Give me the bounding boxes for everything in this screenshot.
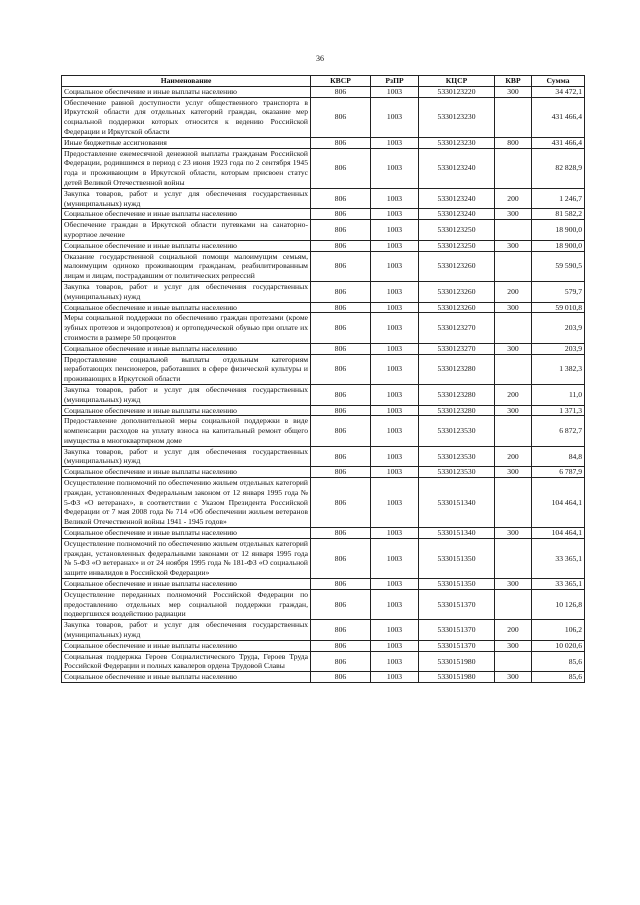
cell-kvsr: 806 [311,313,371,343]
cell-sum: 10 126,8 [532,589,585,619]
cell-sum: 85,6 [532,651,585,672]
cell-name: Иные бюджетные ассигнования [62,137,311,148]
cell-sum: 1 371,3 [532,405,585,416]
table-row [62,528,585,539]
cell-sum: 6 787,9 [532,467,585,478]
table-row [62,640,585,651]
cell-name: Социальное обеспечение и иные выплаты населению [62,672,311,683]
cell-kvr [495,313,532,343]
cell-rzpr: 1003 [371,640,419,651]
cell-name: Закупка товаров, работ и услуг для обеспечения государственных (муниципальных) нужд [62,446,311,467]
cell-kvsr: 806 [311,579,371,590]
cell-sum: 34 472,1 [532,86,585,97]
cell-rzpr: 1003 [371,416,419,446]
cell-sum: 1 382,3 [532,354,585,384]
cell-kvsr: 806 [311,384,371,405]
cell-name: Оказание государственной социальной помощи малоимущим семьям, малоимущим одиноко проживающим гражданам, реабилитированным лицам и лицам, пострадавшим от политических репрессий [62,251,311,281]
cell-name: Предоставление дополнительной меры социальной поддержки в виде компенсации расходов на уплату взноса на капитальный ремонт общего имущества в многоквартирном доме [62,416,311,446]
cell-sum: 1 246,7 [532,188,585,209]
cell-rzpr: 1003 [371,188,419,209]
cell-kvr [495,354,532,384]
cell-rzpr: 1003 [371,620,419,641]
table-row [62,188,585,209]
cell-kvr: 300 [495,405,532,416]
cell-kvsr: 806 [311,467,371,478]
cell-kvsr: 806 [311,446,371,467]
cell-kvr: 300 [495,240,532,251]
cell-kcsr: 5330123260 [419,302,495,313]
cell-kvsr: 806 [311,343,371,354]
table-row [62,405,585,416]
cell-kvr [495,220,532,241]
cell-kcsr: 5330123530 [419,467,495,478]
cell-kvsr: 806 [311,251,371,281]
cell-kcsr: 5330123250 [419,240,495,251]
table-row [62,251,585,281]
cell-kcsr: 5330123230 [419,137,495,148]
cell-rzpr: 1003 [371,651,419,672]
cell-kcsr: 5330123270 [419,343,495,354]
cell-kvr: 200 [495,281,532,302]
cell-sum: 579,7 [532,281,585,302]
cell-kcsr: 5330123260 [419,281,495,302]
cell-rzpr: 1003 [371,281,419,302]
table-row [62,384,585,405]
cell-name: Закупка товаров, работ и услуг для обеспечения государственных (муниципальных) нужд [62,620,311,641]
cell-name: Социальное обеспечение и иные выплаты населению [62,405,311,416]
cell-kvsr: 806 [311,240,371,251]
cell-kvr: 200 [495,384,532,405]
table-row [62,137,585,148]
cell-kvr [495,538,532,578]
cell-kcsr: 5330151370 [419,640,495,651]
cell-kvr [495,416,532,446]
cell-kvsr: 806 [311,148,371,188]
cell-name: Социальное обеспечение и иные выплаты населению [62,209,311,220]
cell-sum: 6 872,7 [532,416,585,446]
cell-kcsr: 5330123280 [419,405,495,416]
cell-kcsr: 5330123240 [419,209,495,220]
cell-kcsr: 5330123230 [419,97,495,137]
table-row [62,86,585,97]
cell-kvr: 200 [495,446,532,467]
cell-kcsr: 5330151350 [419,538,495,578]
cell-kvr: 300 [495,528,532,539]
table-row [62,220,585,241]
table-row [62,672,585,683]
page-number: 36 [316,54,324,63]
cell-name: Предоставление социальной выплаты отдельным категориям неработающих пенсионеров, работавших в сфере физической культуры и проживающих в Иркутской области [62,354,311,384]
cell-name: Меры социальной поддержки по обеспечению граждан протезами (кроме зубных протезов и эндопротезов) и ортопедической обувью при оплате их стоимости в размере 50 процентов [62,313,311,343]
cell-kcsr: 5330151370 [419,589,495,619]
cell-sum: 59 010,8 [532,302,585,313]
cell-sum: 10 020,6 [532,640,585,651]
header-kcsr: КЦСР [419,76,495,87]
cell-sum: 431 466,4 [532,137,585,148]
cell-kcsr: 5330151340 [419,478,495,528]
cell-rzpr: 1003 [371,220,419,241]
cell-sum: 104 464,1 [532,528,585,539]
cell-kvsr: 806 [311,405,371,416]
header-sum: Сумма [532,76,585,87]
cell-kvsr: 806 [311,209,371,220]
cell-rzpr: 1003 [371,313,419,343]
cell-kcsr: 5330123280 [419,354,495,384]
cell-rzpr: 1003 [371,579,419,590]
cell-name: Социальная поддержка Героев Социалистического Труда, Героев Труда Российской Федерации и полных кавалеров ордена Трудовой Славы [62,651,311,672]
cell-kvsr: 806 [311,416,371,446]
cell-kvr: 200 [495,188,532,209]
header-kvsr: КВСР [311,76,371,87]
cell-kcsr: 5330151980 [419,672,495,683]
table-row [62,240,585,251]
cell-name: Социальное обеспечение и иные выплаты населению [62,528,311,539]
cell-kvr: 300 [495,640,532,651]
cell-rzpr: 1003 [371,672,419,683]
cell-rzpr: 1003 [371,528,419,539]
header-rzpr: РзПР [371,76,419,87]
cell-sum: 203,9 [532,343,585,354]
cell-name: Закупка товаров, работ и услуг для обеспечения государственных (муниципальных) нужд [62,384,311,405]
table-row [62,97,585,137]
budget-table [61,75,585,683]
cell-kcsr: 5330123530 [419,446,495,467]
cell-rzpr: 1003 [371,405,419,416]
cell-kvr: 300 [495,343,532,354]
cell-kvr: 300 [495,209,532,220]
table-row [62,538,585,578]
cell-kcsr: 5330123220 [419,86,495,97]
cell-rzpr: 1003 [371,209,419,220]
cell-sum: 104 464,1 [532,478,585,528]
cell-kvsr: 806 [311,640,371,651]
cell-rzpr: 1003 [371,97,419,137]
cell-kvsr: 806 [311,672,371,683]
cell-kvsr: 806 [311,538,371,578]
cell-name: Социальное обеспечение и иные выплаты населению [62,640,311,651]
cell-kvsr: 806 [311,137,371,148]
cell-name: Осуществление полномочий по обеспечению жильем отдельных категорий граждан, установленных Федеральным законом от 12 января 1995 года № 5-ФЗ «О ветеранах», в соответствии с Указом Президента Российской Федерации от 7 мая 2008 года № 714 «Об обеспечении жильем ветеранов Великой Отечественной войны 1941 - 1945 годов» [62,478,311,528]
cell-name: Социальное обеспечение и иные выплаты населению [62,343,311,354]
cell-sum: 106,2 [532,620,585,641]
cell-name: Обеспечение равной доступности услуг общественного транспорта в Иркутской области для отдельных категорий граждан, оказание мер социальной поддержки которых относится к ведению Российской Федерации и Иркутской области [62,97,311,137]
cell-kvsr: 806 [311,620,371,641]
cell-kvr: 300 [495,579,532,590]
cell-sum: 85,6 [532,672,585,683]
cell-name: Социальное обеспечение и иные выплаты населению [62,86,311,97]
cell-rzpr: 1003 [371,589,419,619]
cell-kcsr: 5330123270 [419,313,495,343]
cell-rzpr: 1003 [371,251,419,281]
cell-kcsr: 5330151980 [419,651,495,672]
cell-kvsr: 806 [311,651,371,672]
cell-sum: 203,9 [532,313,585,343]
cell-rzpr: 1003 [371,538,419,578]
cell-rzpr: 1003 [371,302,419,313]
cell-kvr [495,651,532,672]
cell-rzpr: 1003 [371,240,419,251]
cell-kvr: 300 [495,302,532,313]
header-kvr: КВР [495,76,532,87]
cell-rzpr: 1003 [371,354,419,384]
cell-rzpr: 1003 [371,148,419,188]
table-row [62,209,585,220]
table-row [62,302,585,313]
cell-kvr: 300 [495,86,532,97]
cell-name: Закупка товаров, работ и услуг для обеспечения государственных (муниципальных) нужд [62,281,311,302]
cell-name: Осуществление полномочий по обеспечению жильем отдельных категорий граждан, установленных федеральными законами от 12 января 1995 года № 5-ФЗ «О ветеранах» и от 24 ноября 1995 года № 181-ФЗ «О социальной защите инвалидов в Российской Федерации» [62,538,311,578]
cell-sum: 81 582,2 [532,209,585,220]
cell-kcsr: 5330123280 [419,384,495,405]
table-row [62,589,585,619]
table-row [62,579,585,590]
cell-name: Социальное обеспечение и иные выплаты населению [62,302,311,313]
cell-kvr: 300 [495,672,532,683]
cell-sum: 431 466,4 [532,97,585,137]
cell-name: Осуществление переданных полномочий Российской Федерации по предоставлению отдельных мер социальной поддержки граждан, подвергшихся воздействию радиации [62,589,311,619]
table-row [62,343,585,354]
cell-kcsr: 5330123240 [419,148,495,188]
cell-name: Обеспечение граждан в Иркутской области путевками на санаторно-курортное лечение [62,220,311,241]
cell-name: Предоставление ежемесячной денежной выплаты гражданам Российской Федерации, родившимся в период с 23 июня 1923 года по 2 сентября 1945 года и проживающим в Иркутской области, которым присвоен статус детей Великой Отечественной войны [62,148,311,188]
cell-kvsr: 806 [311,86,371,97]
cell-name: Социальное обеспечение и иные выплаты населению [62,467,311,478]
cell-kvsr: 806 [311,528,371,539]
cell-kvr [495,478,532,528]
cell-name: Закупка товаров, работ и услуг для обеспечения государственных (муниципальных) нужд [62,188,311,209]
table-row [62,651,585,672]
table-row [62,148,585,188]
cell-rzpr: 1003 [371,478,419,528]
table-row [62,478,585,528]
cell-kvr [495,251,532,281]
cell-kvsr: 806 [311,188,371,209]
cell-name: Социальное обеспечение и иные выплаты населению [62,579,311,590]
cell-kvsr: 806 [311,220,371,241]
header-name: Наименование [62,76,311,87]
cell-kcsr: 5330123260 [419,251,495,281]
cell-rzpr: 1003 [371,446,419,467]
cell-sum: 33 365,1 [532,538,585,578]
cell-kvsr: 806 [311,589,371,619]
cell-rzpr: 1003 [371,343,419,354]
cell-name: Социальное обеспечение и иные выплаты населению [62,240,311,251]
cell-sum: 33 365,1 [532,579,585,590]
cell-kvr [495,589,532,619]
cell-kvr [495,97,532,137]
cell-kvr [495,148,532,188]
cell-rzpr: 1003 [371,137,419,148]
cell-sum: 18 900,0 [532,220,585,241]
cell-sum: 82 828,9 [532,148,585,188]
cell-kvsr: 806 [311,478,371,528]
cell-kvsr: 806 [311,97,371,137]
cell-rzpr: 1003 [371,467,419,478]
cell-kcsr: 5330151340 [419,528,495,539]
cell-kvsr: 806 [311,354,371,384]
table-row [62,313,585,343]
cell-kcsr: 5330123530 [419,416,495,446]
cell-sum: 59 590,5 [532,251,585,281]
cell-kcsr: 5330151350 [419,579,495,590]
cell-rzpr: 1003 [371,384,419,405]
table-row [62,620,585,641]
table-row [62,416,585,446]
cell-kvsr: 806 [311,281,371,302]
table-row [62,354,585,384]
cell-rzpr: 1003 [371,86,419,97]
cell-kcsr: 5330123250 [419,220,495,241]
cell-kcsr: 5330123240 [419,188,495,209]
table-header-row [62,76,585,87]
cell-kvr: 200 [495,620,532,641]
table-row [62,281,585,302]
cell-sum: 84,8 [532,446,585,467]
table-row [62,467,585,478]
cell-sum: 11,0 [532,384,585,405]
cell-kvr: 800 [495,137,532,148]
cell-sum: 18 900,0 [532,240,585,251]
cell-kvsr: 806 [311,302,371,313]
cell-kcsr: 5330151370 [419,620,495,641]
table-row [62,446,585,467]
cell-kvr: 300 [495,467,532,478]
table-body [62,86,585,682]
